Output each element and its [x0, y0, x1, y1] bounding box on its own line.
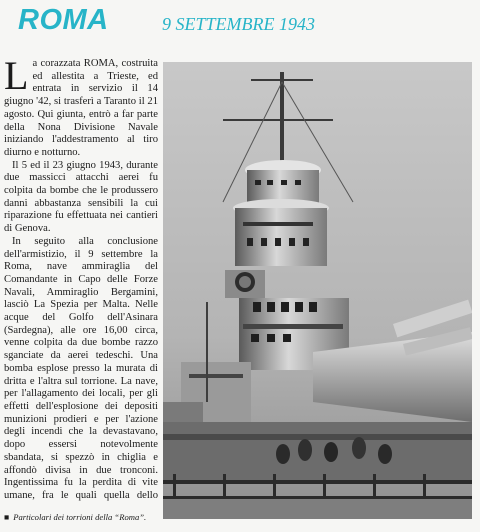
photo-caption [4, 512, 464, 522]
article-paragraph-1 [4, 58, 158, 160]
page-title: ROMA [18, 4, 109, 36]
page-date: 9 SETTEMBRE 1943 [162, 14, 315, 34]
caption-text: Particolari dei torrioni della “Roma”. [13, 512, 147, 522]
battleship-tower-photo [163, 62, 472, 519]
drop-cap: L [4, 58, 29, 98]
article-paragraph-2: Il 5 ed il 23 giugno 1943, durante due massicci attacchi aerei fu colpita da bombe che le produssero danni abbastanza sensibili la cui riparazione fu effettuata nei cantieri di Genova. [4, 159, 158, 235]
ship-tower-illustration [163, 62, 472, 519]
caption-bullet-icon: ■ [4, 512, 10, 522]
page-header [14, 4, 470, 40]
paragraph-text: a corazzata ROMA, costruita ed allestita a Trieste, ed entrata in servizio il 14 giugno '42, si trasferì a Taranto il 21 agosto. Qui giunta, entrò a far parte della Nona Divisione Navale iniziando l'addestramento al tiro diurno e notturno. [4, 58, 158, 158]
article-paragraph-3: In seguito alla conclusione dell'armistizio, il 9 settembre la Roma, nave ammiraglia del Comandante in Capo delle Forze Navali, Ammiraglio Bergamini, lasciò La Spezia per Malta. Nelle acque del Golfo dell'Asinara (Sardegna), alle ore 16,00 circa, venne colpita da due bombe razzo sganciate da aerei tedeschi. Una bomba esplose presso la murata di dritta e l'altra sul torrione. La nave, per l'allagamento dei locali, per gli effetti dell'esplosione dei depositi munizioni prodieri e per l'azione degli incendi che la devastavano, dopo essersi notevolmente sbandata, si spezzò in chiglia e affondò divisa in due tronconi. Ingentissima fu la perdita di vite umane, fra le quali quella dello [4, 235, 158, 501]
article-body [4, 58, 158, 502]
